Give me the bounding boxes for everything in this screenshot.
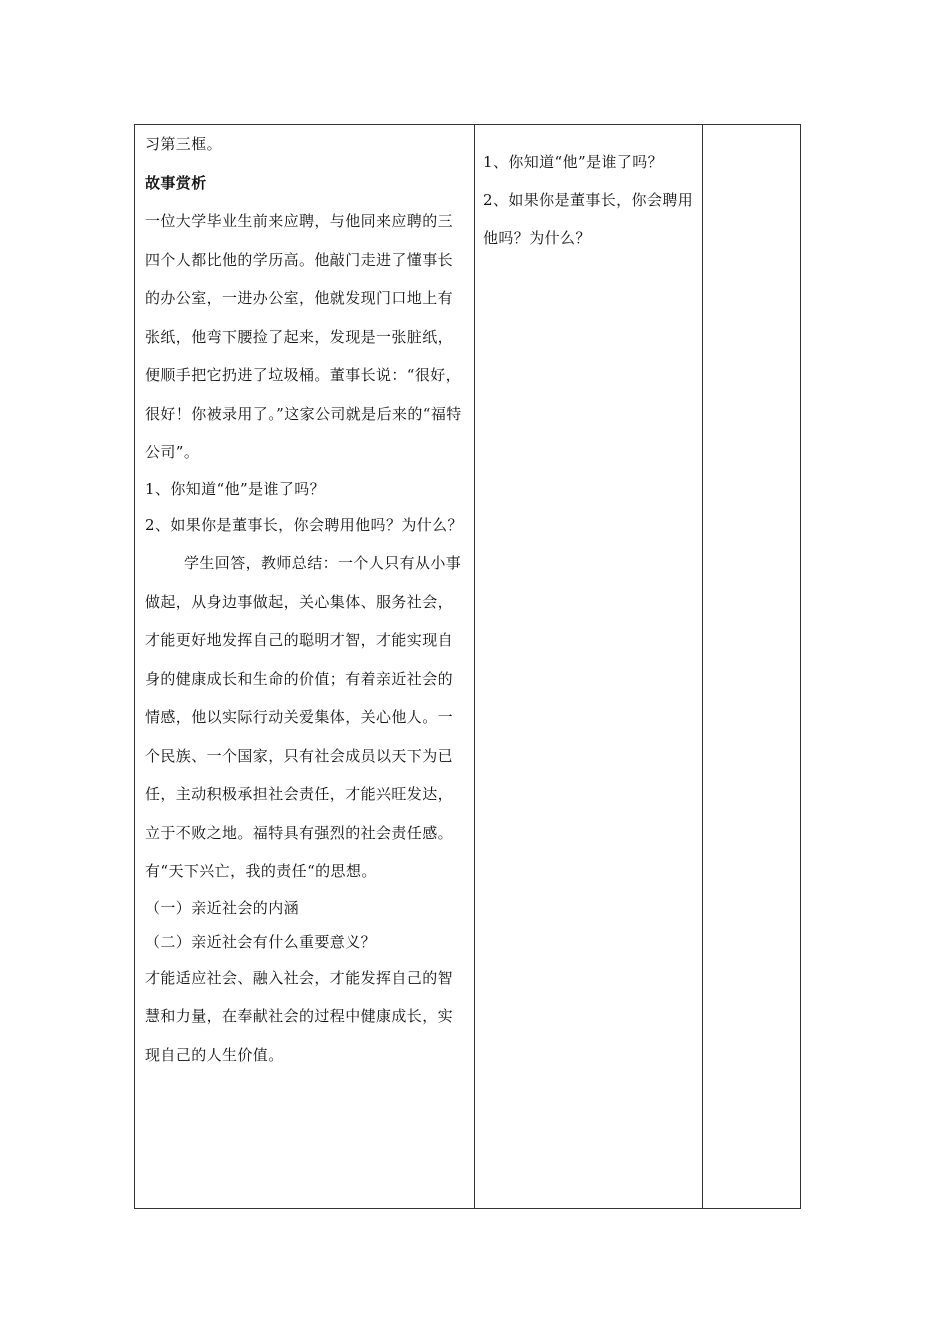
answer-paragraph: 才能适应社会、融入社会，才能发挥自己的智慧和力量，在奉献社会的过程中健康成长，实现自己的人生价值。 <box>145 968 454 1064</box>
mid-question-1: 1、你知道“他”是谁了吗？ <box>483 153 664 171</box>
subsection-1: （一）亲近社会的内涵 <box>145 898 300 917</box>
story-paragraph: 一位大学毕业生前来应聘，与他同来应聘的三四个人都比他的学历高。他敲门走进了懂事长的办公室，一进办公室，他就发现门口地上有张纸，他弯下腰捡了起来，发现是一张脏纸，便顺手把它扔进了垃圾桶。董事长说：“很好，很好！你被录用了。”这家公司就是后来的“福特公司”。 <box>145 212 462 461</box>
notes-column <box>703 125 800 1208</box>
student-activity-column <box>475 125 703 1208</box>
teacher-activity-column <box>135 125 475 1208</box>
mid-question-2: 2、如果你是董事长，你会聘用他吗？为什么？ <box>483 191 694 247</box>
question-1: 1、你知道“他”是谁了吗？ <box>145 479 326 498</box>
continued-line: 习第三框。 <box>145 135 223 153</box>
summary-paragraph: 学生回答，教师总结：一个人只有从小事做起，从身边事做起，关心集体、服务社会，才能更好地发挥自己的聪明才智，才能实现自身的健康成长和生命的价值；有着亲近社会的情感，他以实际行动关爱集体，关心他人。一个民族、一个国家，只有社会成员以天下为已任，主动积极承担社会责任，才能兴旺发达，立于不败之地。福特具有强烈的社会责任感。有“天下兴亡，我的责任“的思想。 <box>145 554 462 880</box>
subsection-2: （二）亲近社会有什么重要意义？ <box>145 932 377 951</box>
section-heading: 故事赏析 <box>145 173 207 192</box>
question-2: 2、如果你是董事长，你会聘用他吗？为什么？ <box>145 515 463 534</box>
lesson-table <box>134 124 801 1209</box>
